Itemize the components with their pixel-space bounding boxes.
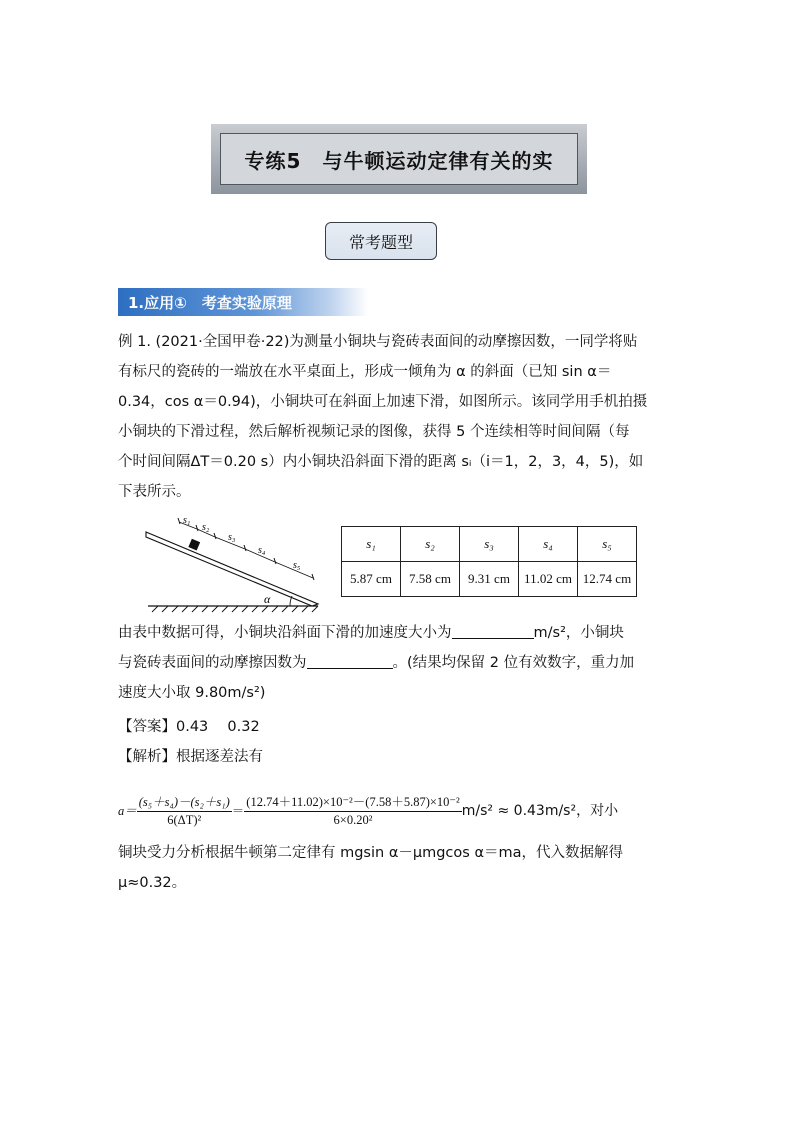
analysis-label: 【解析】: [118, 749, 176, 765]
analysis-line: [118, 742, 684, 772]
label-s1: s₁: [183, 515, 191, 526]
copper-block: [188, 539, 200, 551]
label-s3: s₃: [228, 532, 236, 543]
conclusion-line: 铜块受力分析根据牛顿第二定律有 mgsin α－μmgcos α＝ma，代入数据解得: [118, 845, 624, 861]
table-cell: 9.31 cm: [460, 562, 519, 597]
formula-fraction-2: $\frac{\text{(12.74＋11.02)×10⁻²－(7.58＋5.87)×10⁻²}}{\text{6×0.20²}}$: [244, 792, 461, 828]
formula-lhs: a＝: [118, 804, 137, 818]
formula-equals: ＝: [231, 804, 245, 818]
angle-label: α: [264, 592, 271, 606]
question-line: 0.34，cos α＝0.94)，小铜块可在斜面上加速下滑，如图所示。该同学用手机拍摄: [118, 394, 648, 410]
incline-figure: [140, 512, 325, 614]
answer-blank-2[interactable]: [307, 652, 393, 669]
answer-value: 0.43 0.32: [176, 719, 260, 735]
table-header: s₄: [519, 527, 578, 562]
conclusion-line: μ≈0.32。: [118, 875, 187, 891]
formula: [118, 780, 718, 840]
section-tag: 常考题型: [325, 222, 437, 260]
table-header: s₅: [578, 527, 637, 562]
fill-line: 速度大小取 9.80m/s²): [118, 685, 266, 701]
title-banner: [211, 124, 587, 194]
question-line: 例 1. (2021·全国甲卷·22)为测量小铜块与瓷砖表面间的动摩擦因数，一同学将贴: [118, 334, 638, 350]
label-s2: s₂: [202, 522, 210, 533]
table-header: s₂: [401, 527, 460, 562]
table-header: s₃: [460, 527, 519, 562]
question-line: 个时间间隔ΔT＝0.20 s）内小铜块沿斜面下滑的距离 sᵢ（i＝1，2，3，4，5)，如: [118, 454, 644, 470]
question-line: 下表所示。: [118, 484, 191, 500]
conclusion-text: [118, 838, 684, 898]
data-table: [341, 526, 637, 597]
table-cell: 7.58 cm: [401, 562, 460, 597]
table-header: s₁: [342, 527, 401, 562]
label-s4: s₄: [258, 545, 266, 556]
answer-label: 【答案】: [118, 719, 176, 735]
analysis-text: 根据逐差法有: [176, 749, 263, 765]
table-cell: 5.87 cm: [342, 562, 401, 597]
question-line: 小铜块的下滑过程，然后解析视频记录的图像，获得 5 个连续相等时间间隔（每: [118, 424, 630, 440]
answer-blank-1[interactable]: [452, 622, 534, 639]
question-line: 有标尺的瓷砖的一端放在水平桌面上，形成一倾角为 α 的斜面（已知 sin α＝: [118, 364, 612, 380]
answer-line: [118, 712, 684, 742]
formula-tail: m/s² ≈ 0.43m/s²，对小: [461, 803, 619, 819]
fill-line: 与瓷砖表面间的动摩擦因数为 。(结果均保留 2 位有效数字，重力加: [118, 648, 684, 678]
table-cell: 12.74 cm: [578, 562, 637, 597]
question-text: [118, 327, 684, 507]
fill-in-text: [118, 618, 684, 708]
fill-line: 由表中数据可得，小铜块沿斜面下滑的加速度大小为 m/s²，小铜块: [118, 618, 684, 648]
label-s5: s₅: [293, 560, 301, 571]
table-cell: 11.02 cm: [519, 562, 578, 597]
page-title: 专练5 与牛顿运动定律有关的实: [244, 148, 554, 173]
section-heading: 1.应用① 考查实验原理: [118, 288, 368, 316]
formula-fraction-1: $\frac{\text{(s₅＋s₄)－(s₂＋s₁)}}{\text{6(ΔT)²}}$: [137, 792, 232, 828]
